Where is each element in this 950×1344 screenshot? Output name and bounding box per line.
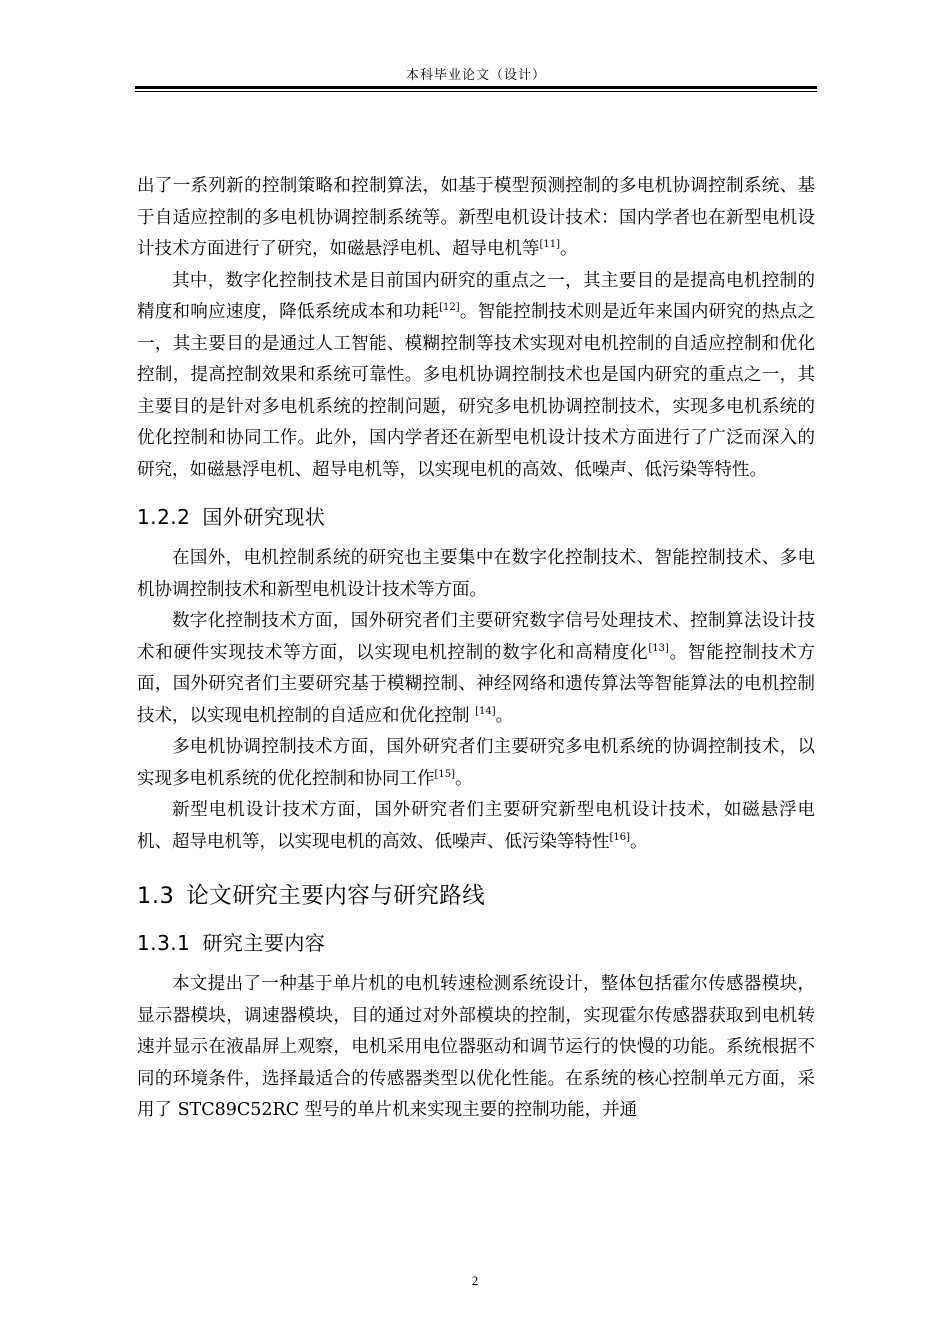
- page-number: 2: [471, 1273, 479, 1288]
- paragraph-text: 数字化控制技术方面，国外研究者们主要研究数字信号处理技术、控制算法设计技术和硬件实现技术等方面，以实现电机控制的数字化和高精度化: [137, 611, 815, 663]
- paragraph-text: 。: [630, 831, 648, 852]
- paragraph-text: 。: [455, 768, 473, 789]
- paragraph-text: 。智能控制技术则是近年来国内研究的热点之一，其主要目的是通过人工智能、模糊控制等技术实现对电机控制的自适应控制和优化控制，提高控制效果和系统可靠性。多电机协调控制技术也是国内研究的重点之一，其主要目的是针对多电机系统的控制问题，研究多电机协调控制技术，实现多电机系统的优化控制和协同工作。此外，国内学者还在新型电机设计技术方面进行了广泛而深入的研究，如磁悬浮电机、超导电机等，以实现电机的高效、低噪声、低污染等特性。: [137, 302, 816, 480]
- section-heading: [137, 880, 815, 912]
- header-rule-thick: [135, 86, 817, 89]
- paragraph: [137, 795, 815, 858]
- citation-ref: [16]: [609, 831, 631, 843]
- heading-title: 论文研究主要内容与研究路线: [186, 883, 486, 909]
- paragraph-text: 多电机协调控制技术方面，国外研究者们主要研究多电机系统的协调控制技术，以实现多电机系统的优化控制和协同工作: [137, 737, 815, 789]
- paragraph-text: 在国外，电机控制系统的研究也主要集中在数字化控制技术、智能控制技术、多电机协调控制技术和新型电机设计技术等方面。: [137, 548, 815, 600]
- paragraph-text: 其中，数字化控制技术是目前国内研究的重点之一，其主要目的是提高电机控制的精度和响应速度，降低系统成本和功耗: [137, 270, 815, 322]
- paragraph: [137, 266, 815, 487]
- paragraph-text: 。智能控制技术方面，国外研究者们主要研究基于模糊控制、神经网络和遗传算法等智能算法的电机控制技术，以实现电机控制的自适应和优化控制: [137, 642, 816, 726]
- running-header: 本科毕业论文（设计）: [405, 68, 546, 83]
- paragraph: [137, 543, 815, 606]
- body-text: [137, 171, 815, 1127]
- paragraph: [137, 969, 815, 1127]
- paragraph-text: 本文提出了一种基于单片机的电机转速检测系统设计，整体包括霍尔传感器模块，显示器模块，调速器模块，目的通过对外部模块的控制，实现霍尔传感器获取到电机转速并显示在液晶屏上观察，电机采用电位器驱动和调节运行的快慢的功能。系统根据不同的环境条件，选择最适合的传感器类型以优化性能。在系统的核心控制单元方面，采用了 STC89C52RC 型号的单片机来实现主要的控制功能，并通: [137, 974, 815, 1120]
- subsection-heading: [137, 929, 815, 957]
- citation-ref: [13]: [648, 642, 669, 654]
- citation-ref: [14]: [475, 705, 496, 717]
- heading-title: 国外研究现状: [202, 505, 326, 529]
- paragraph-continued: [137, 171, 815, 266]
- paragraph-text: 出了一系列新的控制策略和控制算法，如基于模型预测控制的多电机协调控制系统、基于自适应控制的多电机协调控制系统等。新型电机设计技术：国内学者也在新型电机设计技术方面进行了研究，如磁悬浮电机、超导电机等: [137, 176, 815, 259]
- subsection-heading: [137, 503, 815, 531]
- heading-number: 1.3: [137, 883, 175, 909]
- citation-ref: [15]: [434, 768, 456, 780]
- paragraph: [137, 606, 815, 732]
- paragraph-text: 。: [495, 705, 514, 726]
- heading-number: 1.3.1: [137, 931, 191, 955]
- citation-ref: [11]: [539, 239, 561, 251]
- paragraph: [137, 732, 815, 795]
- citation-ref: [12]: [439, 302, 460, 314]
- header-rule-thin: [135, 91, 817, 92]
- heading-title: 研究主要内容: [202, 931, 326, 955]
- paragraph-text: 新型电机设计技术方面，国外研究者们主要研究新型电机设计技术，如磁悬浮电机、超导电机等，以实现电机的高效、低噪声、低污染等特性: [137, 800, 815, 852]
- paragraph-text: 。: [560, 239, 578, 259]
- heading-number: 1.2.2: [137, 505, 191, 529]
